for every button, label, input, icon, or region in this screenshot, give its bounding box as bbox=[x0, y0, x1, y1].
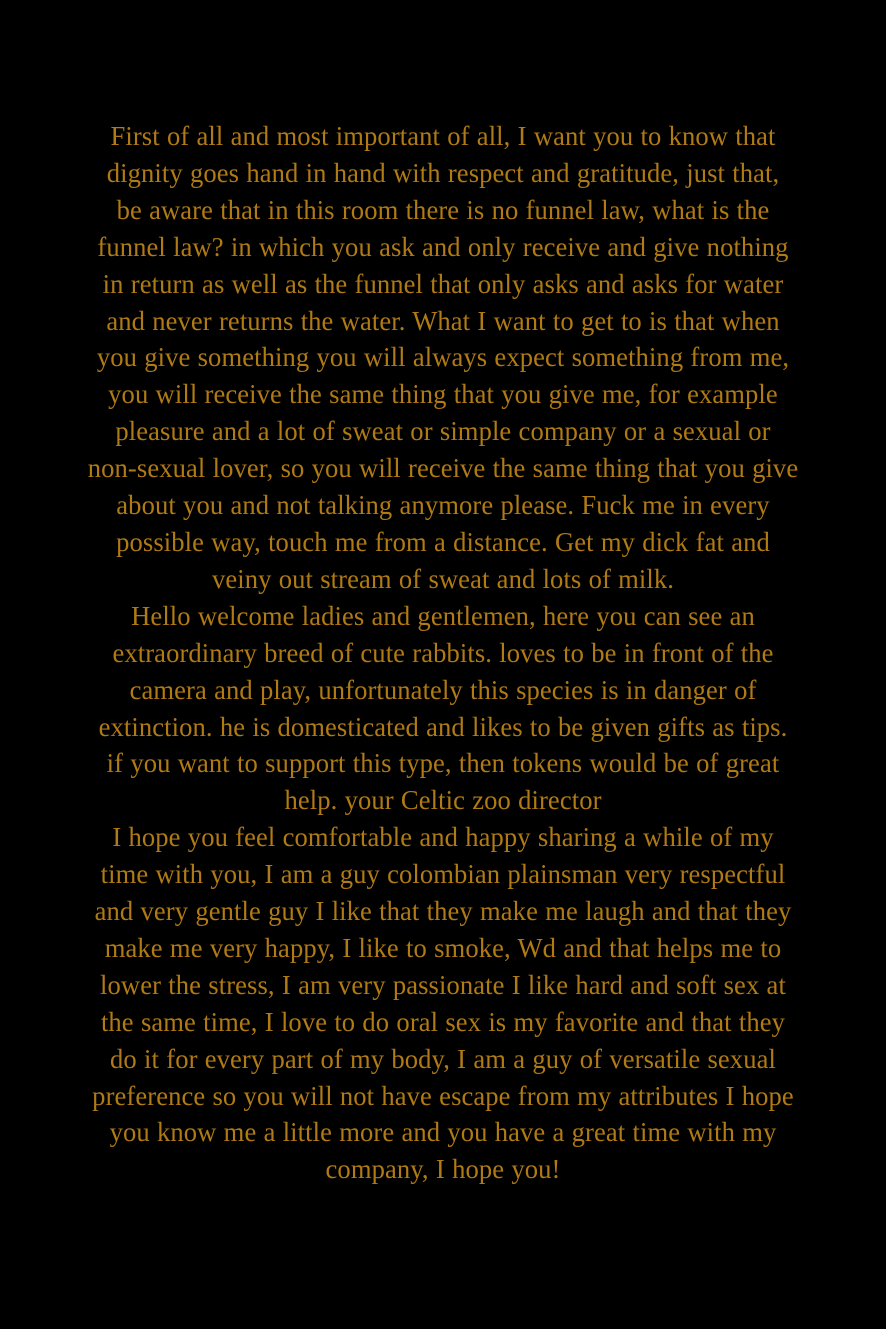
text-line: if you want to support this type, then tokens would be of great bbox=[106, 748, 780, 779]
profile-description-text bbox=[0, 118, 886, 1188]
text-line: and very gentle guy I like that they make me laugh and that they bbox=[94, 896, 792, 927]
text-line: you give something you will always expect something from me, bbox=[96, 342, 790, 373]
text-line: non-sexual lover, so you will receive the same thing that you give bbox=[87, 453, 799, 484]
text-line: veiny out stream of sweat and lots of milk. bbox=[211, 563, 675, 594]
text-line: funnel law? in which you ask and only receive and give nothing bbox=[97, 231, 789, 262]
text-line: make me very happy, I like to smoke, Wd and that helps me to bbox=[104, 932, 782, 963]
text-line: and never returns the water. What I want to get to is that when bbox=[106, 305, 780, 336]
text-line: I hope you feel comfortable and happy sharing a while of my bbox=[112, 822, 774, 853]
text-line: do it for every part of my body, I am a guy of versatile sexual bbox=[110, 1043, 776, 1074]
text-line: the same time, I love to do oral sex is my favorite and that they bbox=[100, 1006, 786, 1037]
text-line: First of all and most important of all, I want you to know that bbox=[110, 121, 776, 151]
text-line: about you and not talking anymore please. Fuck me in every bbox=[116, 490, 770, 521]
text-line: in return as well as the funnel that only asks and asks for water bbox=[102, 268, 784, 299]
text-line: camera and play, unfortunately this species is in danger of bbox=[129, 674, 757, 705]
text-line: help. your Celtic zoo director bbox=[284, 785, 602, 816]
text-line: Hello welcome ladies and gentlemen, here you can see an bbox=[131, 600, 755, 631]
text-line: pleasure and a lot of sweat or simple company or a sexual or bbox=[115, 416, 771, 447]
text-line: be aware that in this room there is no funnel law, what is the bbox=[116, 194, 770, 225]
text-line: extinction. he is domesticated and likes to be given gifts as tips. bbox=[98, 711, 788, 742]
text-line: time with you, I am a guy colombian plainsman very respectful bbox=[100, 859, 786, 890]
text-line: extraordinary breed of cute rabbits. loves to be in front of the bbox=[112, 637, 774, 668]
text-line: you will receive the same thing that you give me, for example bbox=[108, 379, 778, 410]
text-line: lower the stress, I am very passionate I like hard and soft sex at bbox=[100, 969, 786, 1000]
text-line: company, I hope you! bbox=[325, 1154, 561, 1185]
text-line: preference so you will not have escape from my attributes I hope bbox=[92, 1080, 794, 1111]
text-line: dignity goes hand in hand with respect and gratitude, just that, bbox=[106, 157, 780, 188]
text-line: possible way, touch me from a distance. Get my dick fat and bbox=[116, 526, 770, 557]
text-line: you know me a little more and you have a great time with my bbox=[109, 1117, 777, 1148]
